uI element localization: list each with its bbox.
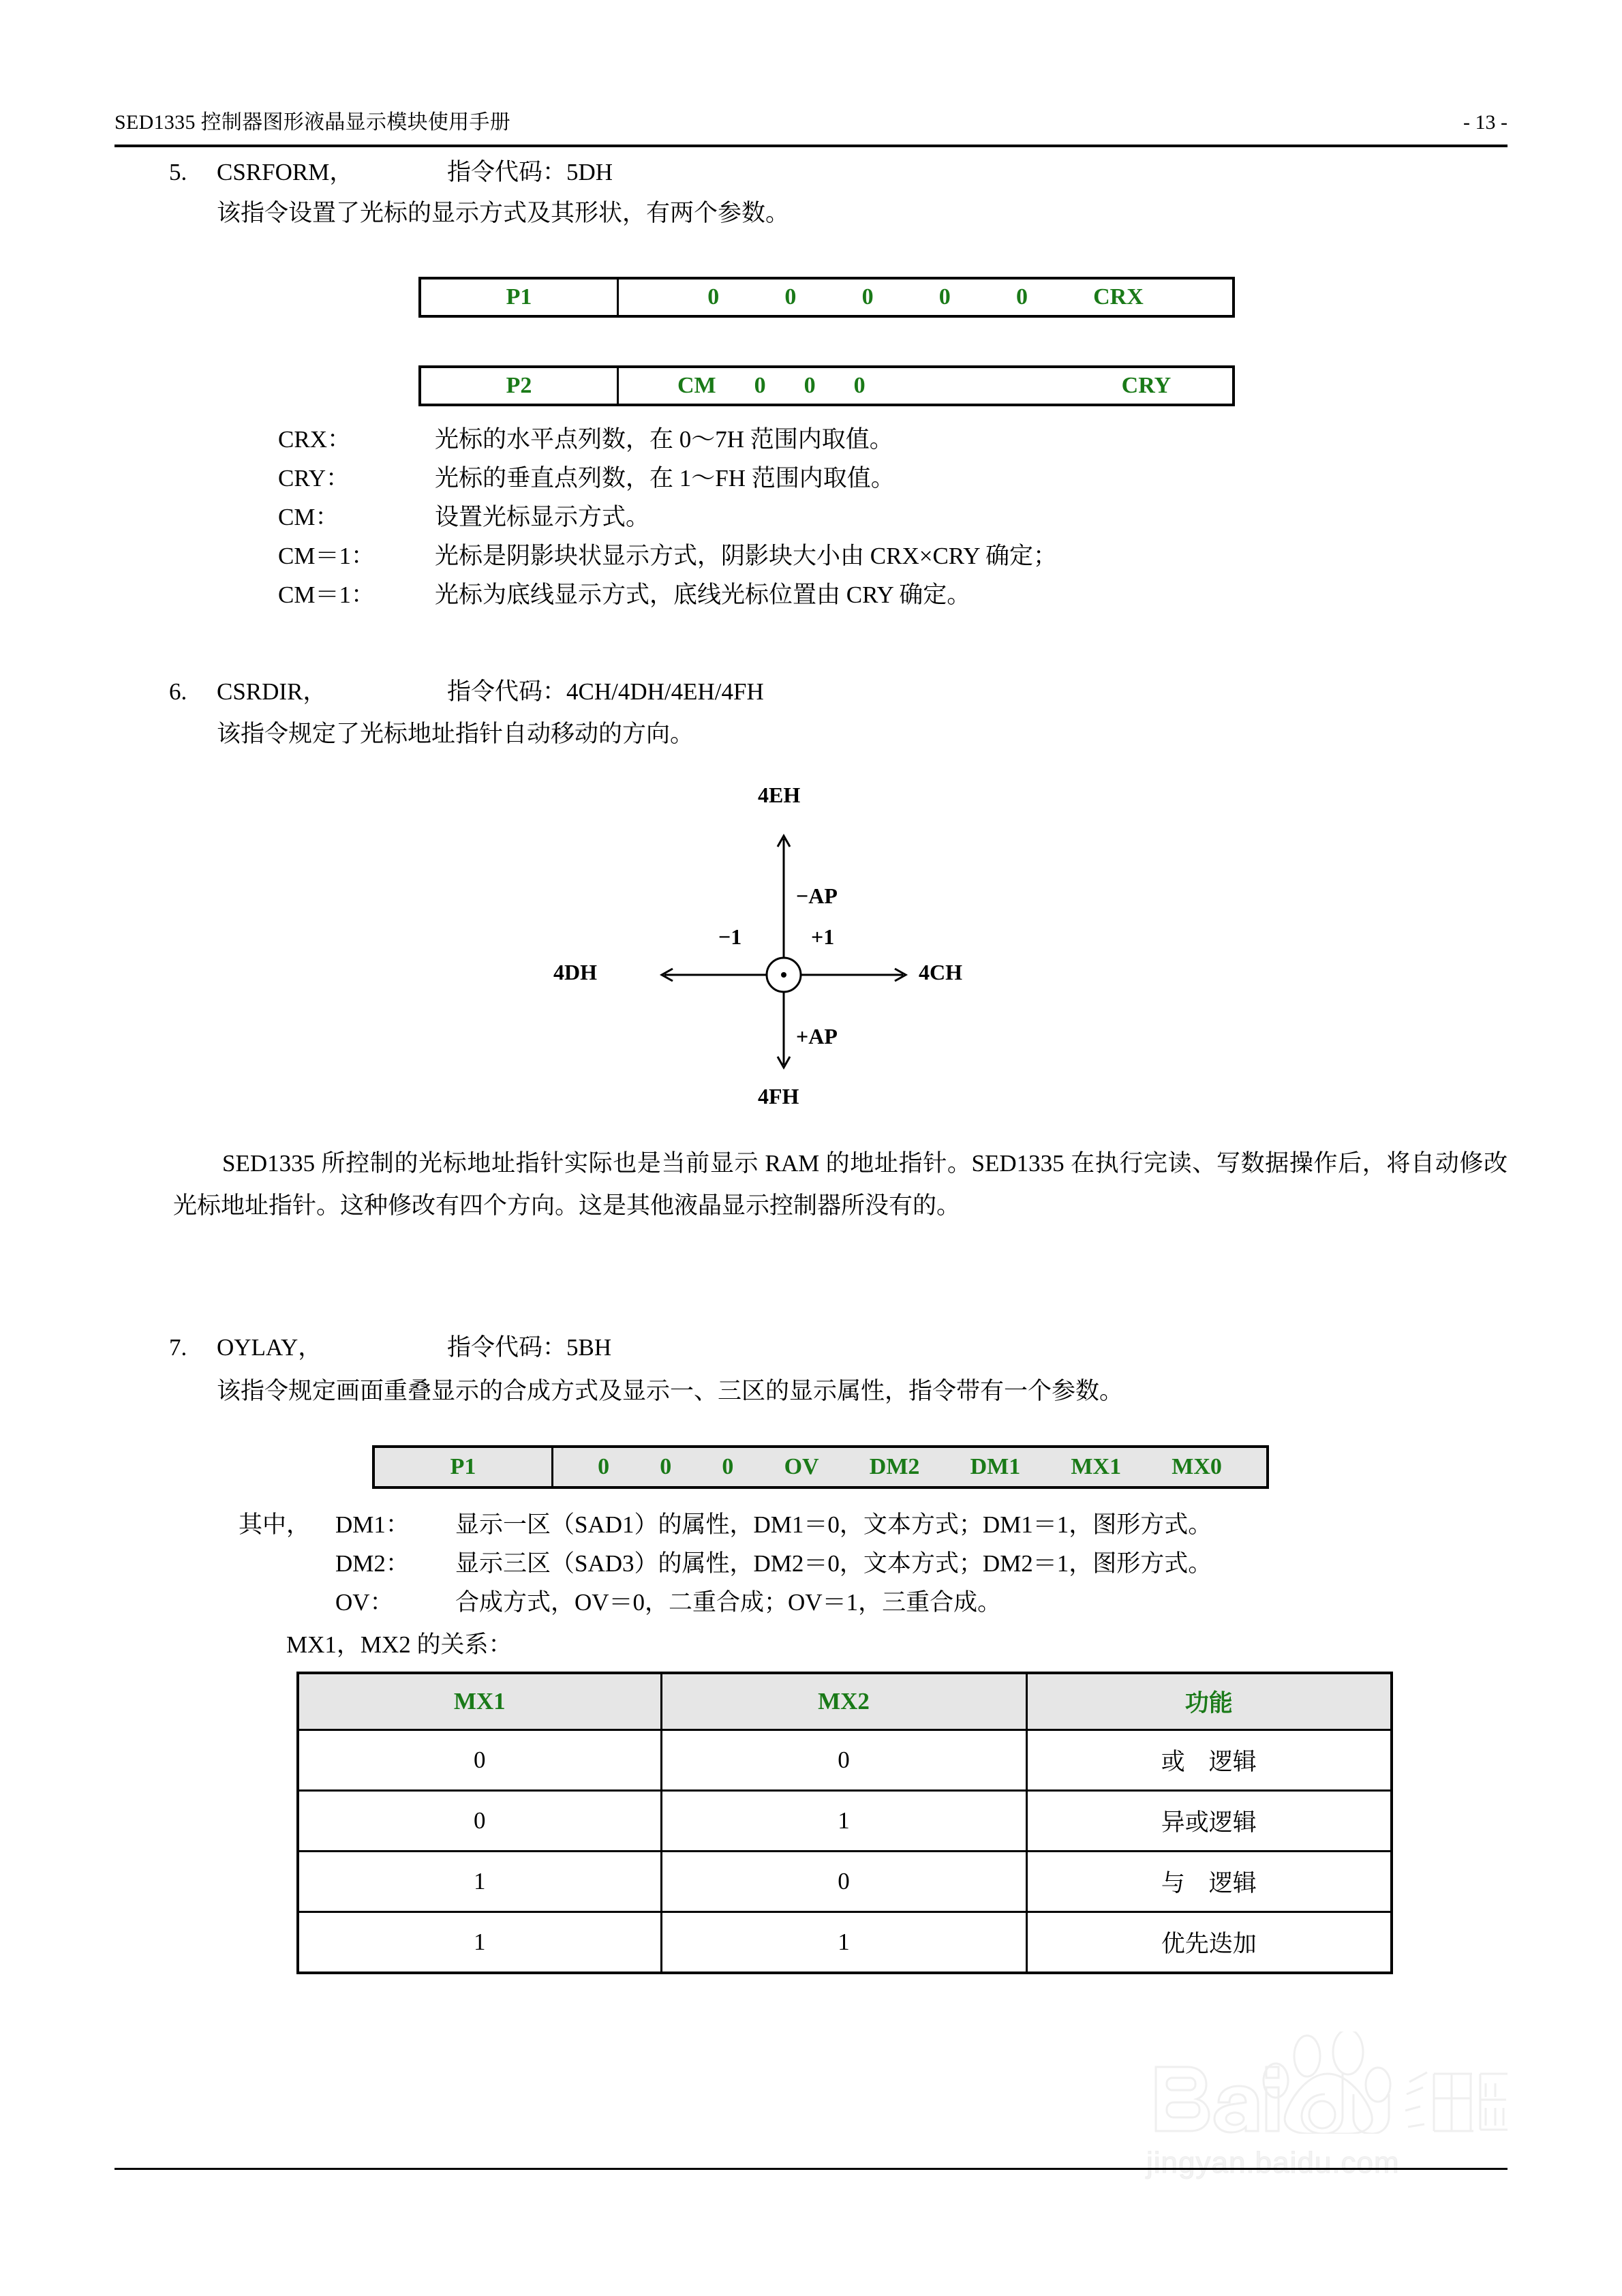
definition-term: CM： — [278, 504, 339, 530]
baidu-jingyan-logo-icon — [1131, 2031, 1513, 2134]
definition-row — [278, 459, 1437, 498]
section-5-description: 该指令设置了光标的显示方式及其形状，有两个参数。 — [217, 200, 790, 226]
definition-row — [278, 498, 1437, 537]
register-bit: 0 — [1015, 284, 1028, 309]
definition-term: OV： — [335, 1589, 394, 1616]
definition-row — [278, 537, 1437, 575]
definition-desc: 显示三区（SAD3）的属性，DM2＝0，文本方式；DM2＝1，图形方式。 — [455, 1550, 1212, 1577]
footer-rule — [114, 2168, 1508, 2170]
register-bit: 0 — [722, 1454, 734, 1479]
header-rule — [114, 145, 1508, 147]
cell-function: 与 逻辑 — [1026, 1852, 1392, 1912]
register-table-p1-oylay — [372, 1445, 1269, 1489]
definition-row — [278, 575, 1437, 614]
section-5-name: CSRFORM， — [217, 159, 354, 185]
register-bit: 0 — [707, 284, 720, 309]
table-row — [298, 1912, 1392, 1974]
register-table-p1-csrform — [418, 277, 1235, 318]
csrform-definition-list — [278, 420, 1437, 614]
definition-desc: 光标的水平点列数，在 0～7H 范围内取值。 — [435, 426, 893, 453]
register-table-p2-csrform — [418, 365, 1235, 406]
column-header-mx1: MX1 — [298, 1673, 661, 1730]
direction-step-down: +AP — [796, 1024, 838, 1048]
register-bit: DM2 — [869, 1454, 920, 1479]
header-title: SED1335 控制器图形液晶显示模块使用手册 — [114, 111, 511, 134]
definition-desc: 光标为底线显示方式，底线光标位置由 CRY 确定。 — [435, 581, 971, 608]
section-7-description: 该指令规定画面重叠显示的合成方式及显示一、三区的显示属性，指令带有一个参数。 — [217, 1378, 1124, 1404]
register-bit: 0 — [754, 373, 766, 398]
section-6-number: 6. — [169, 678, 187, 705]
register-bit: 0 — [784, 284, 797, 309]
mx-relation-label: MX1，MX2 的关系： — [286, 1631, 512, 1658]
register-bit: CRY — [1121, 373, 1172, 398]
definition-row — [278, 420, 1437, 459]
cell-mx1: 1 — [298, 1912, 661, 1974]
definition-desc: 设置光标显示方式。 — [435, 504, 650, 530]
definition-term: CRX： — [278, 426, 351, 453]
cell-mx2: 0 — [661, 1852, 1026, 1912]
definition-desc: 光标的垂直点列数，在 1～FH 范围内取值。 — [435, 465, 895, 492]
register-bit: CM — [677, 373, 716, 398]
cell-mx2: 1 — [661, 1912, 1026, 1974]
oylay-definition-list — [239, 1505, 1533, 1622]
definition-term: DM2： — [335, 1550, 410, 1577]
definition-term: CRY： — [278, 465, 350, 492]
section-7-name: OYLAY， — [217, 1334, 322, 1361]
definition-desc: 显示一区（SAD1）的属性，DM1＝0，文本方式；DM1＝1，图形方式。 — [455, 1511, 1212, 1538]
section-5-number: 5. — [169, 159, 187, 185]
cursor-direction-diagram — [553, 783, 968, 1108]
cell-mx1: 0 — [298, 1730, 661, 1791]
section-7-code: 指令代码：5BH — [447, 1334, 612, 1361]
table-row — [298, 1791, 1392, 1852]
register-bit: MX0 — [1172, 1454, 1222, 1479]
direction-label-right: 4CH — [919, 960, 962, 984]
direction-step-left: −1 — [718, 924, 742, 949]
register-label-p2: P2 — [421, 368, 619, 404]
register-bit: OV — [784, 1454, 819, 1479]
mx-function-table — [296, 1672, 1393, 1974]
baidu-watermark — [1131, 2031, 1513, 2209]
direction-arrows-svg — [600, 798, 968, 1104]
cell-mx1: 1 — [298, 1852, 661, 1912]
register-bit: 0 — [804, 373, 816, 398]
register-bit: DM1 — [970, 1454, 1021, 1479]
table-header-row — [298, 1673, 1392, 1730]
definition-prefix — [239, 1583, 335, 1622]
csrdir-paragraph: SED1335 所控制的光标地址指针实际也是当前显示 RAM 的地址指针。SED1335 在执行完读、写数据操作后，将自动修改光标地址指针。这种修改有四个方向。这是其他液晶显示控制器所没有的。 — [173, 1150, 1508, 1219]
column-header-function: 功能 — [1026, 1673, 1392, 1730]
register-bit: 0 — [861, 284, 874, 309]
cell-mx1: 0 — [298, 1791, 661, 1852]
definition-prefix: 其中， — [239, 1511, 311, 1538]
column-header-mx2: MX2 — [661, 1673, 1026, 1730]
table-row — [298, 1852, 1392, 1912]
direction-label-left: 4DH — [553, 960, 597, 984]
definition-term: CM＝1： — [278, 543, 375, 569]
definition-row — [239, 1544, 1533, 1583]
register-bit: MX1 — [1071, 1454, 1122, 1479]
definition-row — [239, 1505, 1533, 1544]
section-6-name: CSRDIR， — [217, 678, 327, 705]
register-bit: 0 — [598, 1454, 610, 1479]
register-bit: 0 — [660, 1454, 672, 1479]
register-bit: 0 — [938, 284, 951, 309]
cell-mx2: 1 — [661, 1791, 1026, 1852]
definition-desc: 光标是阴影块状显示方式，阴影块大小由 CRX×CRY 确定； — [435, 543, 1057, 569]
cell-function: 优先迭加 — [1026, 1912, 1392, 1974]
watermark-url: jingyan.baidu.com — [1146, 2146, 1400, 2179]
section-7-number: 7. — [169, 1334, 187, 1361]
section-6-code: 指令代码：4CH/4DH/4EH/4FH — [447, 678, 764, 705]
cell-function: 异或逻辑 — [1026, 1791, 1392, 1852]
definition-desc: 合成方式，OV＝0，二重合成；OV＝1，三重合成。 — [455, 1589, 1002, 1616]
register-bit: CRX — [1093, 284, 1144, 309]
definition-row — [239, 1583, 1533, 1622]
register-label-p1: P1 — [421, 280, 619, 315]
definition-prefix — [239, 1544, 335, 1583]
register-bits-p1 — [619, 280, 1232, 315]
direction-step-up: −AP — [796, 883, 838, 908]
page-number: - 13 - — [1463, 111, 1508, 134]
cell-function: 或 逻辑 — [1026, 1730, 1392, 1791]
register-label-p1-oylay: P1 — [375, 1448, 553, 1486]
register-bits-p2 — [619, 368, 1232, 404]
direction-label-top: 4EH — [758, 783, 801, 807]
direction-step-right: +1 — [811, 924, 835, 949]
register-bits-p1-oylay — [553, 1448, 1266, 1486]
definition-term: CM＝1： — [278, 581, 375, 608]
table-row — [298, 1730, 1392, 1791]
definition-term: DM1： — [335, 1511, 410, 1538]
section-6-description: 该指令规定了光标地址指针自动移动的方向。 — [217, 721, 694, 747]
cell-mx2: 0 — [661, 1730, 1026, 1791]
page-header — [114, 108, 1508, 146]
register-bit: 0 — [853, 373, 866, 398]
section-5-code: 指令代码：5DH — [447, 159, 613, 185]
direction-label-bottom: 4FH — [758, 1084, 799, 1108]
